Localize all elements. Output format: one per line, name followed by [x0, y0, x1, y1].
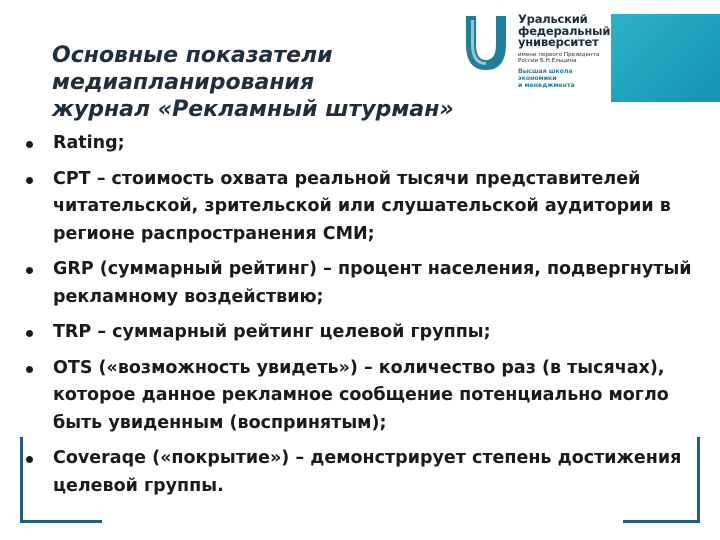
title-line: медиапланирования — [52, 70, 315, 95]
bullet-text: Rating; — [53, 133, 125, 153]
logo-text — [518, 14, 622, 89]
list-item — [24, 130, 704, 158]
list-item — [24, 166, 704, 249]
corner-bracket-left — [20, 520, 102, 523]
title-line: Основные показатели — [52, 43, 333, 68]
bullet-text: CPT – стоимость охвата реальной тысячи представителей читательской, зрительской или слушательской аудитории в регионе распространения СМИ; — [53, 168, 671, 244]
list-item — [24, 319, 704, 347]
bullet-text: Coveraqe («покрытие») – демонстрирует степень достижения целевой группы. — [53, 448, 682, 496]
bullet-dot-icon — [26, 141, 33, 148]
corner-bracket-right — [697, 437, 700, 523]
bullet-dot-icon — [26, 267, 33, 274]
bullet-dot-icon — [26, 456, 33, 463]
corner-bracket-left — [20, 437, 23, 523]
bullet-text: GRP (суммарный рейтинг) – процент населения, подвергнутый рекламному воздействию; — [53, 259, 692, 307]
logo-school-line: Высшая школа — [518, 67, 573, 75]
logo-sub-line: России Б.Н.Ельцина — [518, 58, 577, 64]
logo-name-line: федеральный — [518, 23, 611, 38]
bullet-text: OTS («возможность увидеть») – количество раз (в тысячах), которое данное рекламное сообщение потенциально могло быть увиденным (воспринятым); — [53, 357, 669, 433]
list-item — [24, 256, 704, 311]
logo-school-line: и менеджмента — [518, 81, 575, 89]
logo-name-line: университет — [518, 35, 599, 49]
list-item — [24, 445, 704, 500]
title-line: журнал «Рекламный штурман» — [52, 97, 454, 122]
bullet-text: TRP – суммарный рейтинг целевой группы; — [53, 322, 491, 342]
bullet-list — [24, 130, 704, 508]
list-item — [24, 355, 704, 438]
logo-school-line: экономики — [518, 74, 557, 82]
bullet-dot-icon — [26, 366, 33, 373]
logo-sub-line: имени первого Президента — [518, 51, 600, 58]
logo-name-line: Уральский — [518, 12, 588, 26]
slide-title — [52, 42, 512, 123]
logo-school — [518, 68, 622, 89]
logo-subtitle — [518, 52, 622, 65]
bullet-dot-icon — [26, 330, 33, 337]
brand-color-block — [611, 14, 720, 102]
bullet-dot-icon — [26, 177, 33, 184]
corner-bracket-right — [623, 520, 700, 523]
